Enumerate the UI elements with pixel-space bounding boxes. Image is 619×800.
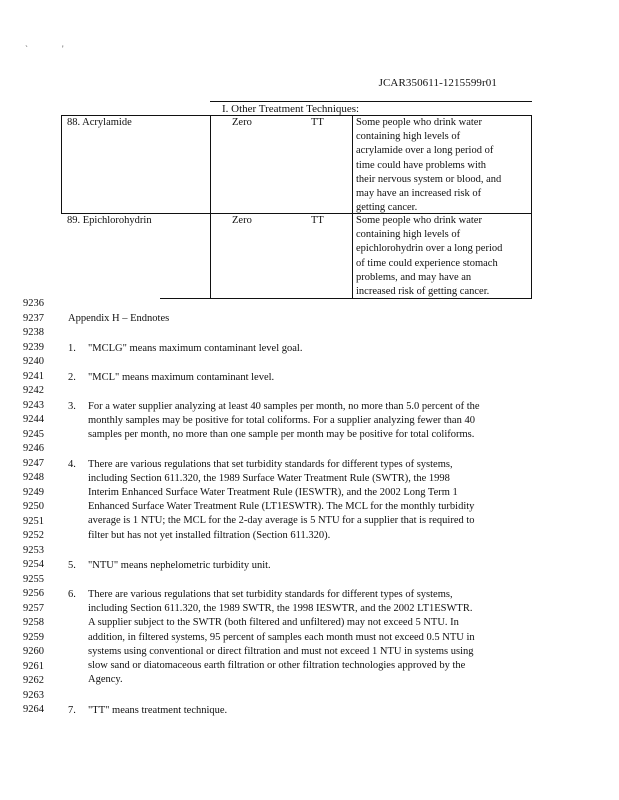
table-rule: [61, 115, 62, 213]
line-number: 9239: [23, 341, 44, 353]
endnote-line: "TT" means treatment technique.: [88, 705, 228, 716]
endnote-text: [88, 371, 274, 385]
endnote-line: "NTU" means nephelometric turbidity unit.: [88, 560, 271, 571]
line-number: 9254: [23, 559, 44, 570]
line-number: 9236: [23, 298, 44, 309]
mcl-cell: TT: [311, 117, 324, 128]
endnote-text: [88, 400, 480, 443]
endnote-line: including Section 611.320, the 1989 Surface Water Treatment Rule (SWTR), the 1998: [88, 472, 450, 484]
endnote-text: [88, 704, 227, 718]
line-number: 9264: [23, 704, 44, 715]
endnote-line: Agency.: [88, 674, 123, 686]
table-rule: [352, 115, 353, 298]
line-number: 9247: [23, 457, 44, 469]
effects-line: acrylamide over a long period of: [356, 145, 494, 157]
line-number: 9241: [23, 370, 44, 382]
endnote-line: samples per month, no more than one sample per month may be positive for total coliforms.: [88, 428, 475, 440]
effects-line: containing high levels of: [356, 131, 461, 143]
effects-line: problems, and may have an: [356, 271, 472, 283]
endnote-number: 1.: [68, 342, 76, 354]
endnote-text: [88, 559, 271, 573]
effects-line: Some people who drink water: [356, 117, 482, 128]
mclg-cell: Zero: [232, 215, 252, 226]
endnote-line: Interim Enhanced Surface Water Treatment Rule (IESWTR), and the 2002 Long Term 1: [88, 486, 458, 498]
appendix-heading: Appendix H – Endnotes: [68, 312, 170, 324]
line-number: 9251: [23, 515, 44, 527]
line-number: 9253: [23, 544, 44, 556]
line-number: 9245: [23, 428, 44, 440]
contaminant-cell: 89. Epichlorohydrin: [67, 215, 152, 226]
page-mark: `: [25, 44, 28, 54]
line-number: 9263: [23, 689, 44, 701]
line-number: 9249: [23, 486, 44, 498]
effects-line: Some people who drink water: [356, 215, 482, 226]
document-id: JCAR350611-1215599r01: [378, 77, 497, 89]
line-number: 9260: [23, 646, 44, 657]
line-number: 9252: [23, 530, 44, 541]
line-number: 9242: [23, 385, 44, 396]
line-number: 9262: [23, 675, 44, 686]
line-number: 9261: [23, 660, 44, 672]
table-rule: [210, 115, 211, 298]
line-number: 9243: [23, 399, 44, 411]
endnote-number: 3.: [68, 400, 76, 412]
endnote-line: filter but has not yet installed filtration (Section 611.320).: [88, 529, 331, 541]
line-number: 9246: [23, 443, 44, 454]
endnote-line: "MCL" means maximum contaminant level.: [88, 371, 275, 383]
line-number: 9257: [23, 602, 44, 614]
line-number: 9255: [23, 573, 44, 585]
mclg-cell: Zero: [232, 117, 252, 128]
endnote-line: addition, in filtered systems, 95 percent of samples each month must not exceed 0.5 NTU in: [88, 631, 475, 643]
line-number: 9248: [23, 472, 44, 483]
endnote-line: monthly samples may be positive for total coliforms. For a supplier analyzing fewer than 40: [88, 414, 475, 426]
mcl-cell: TT: [311, 215, 324, 226]
endnote-line: A supplier subject to the SWTR (both filtered and unfiltered) may not exceed 5 NTU. In: [88, 617, 459, 629]
endnote-text: [88, 458, 475, 543]
table-rule: [210, 101, 532, 102]
line-number: 9256: [23, 588, 44, 599]
effects-line: getting cancer.: [356, 202, 418, 214]
effects-line: of time could experience stomach: [356, 257, 498, 269]
line-number: 9259: [23, 631, 44, 643]
endnote-line: including Section 611.320, the 1989 SWTR, the 1998 IESWTR, and the 2002 LT1ESWTR.: [88, 603, 473, 615]
endnote-line: There are various regulations that set turbidity standards for different types of systems,: [88, 458, 453, 470]
health-effects-cell: [356, 214, 532, 299]
endnote-number: 7.: [68, 705, 76, 716]
page-mark: ': [62, 44, 64, 54]
effects-line: their nervous system or blood, and: [356, 173, 502, 185]
effects-line: may have an increased risk of: [356, 188, 482, 200]
line-number: 9238: [23, 327, 44, 338]
endnote-line: For a water supplier analyzing at least 40 samples per month, no more than 5.0 percent of the: [88, 400, 480, 412]
line-number: 9244: [23, 414, 44, 425]
health-effects-cell: [356, 116, 532, 215]
endnote-number: 5.: [68, 560, 76, 571]
effects-line: epichlorohydrin over a long period: [356, 243, 503, 255]
line-number: 9250: [23, 501, 44, 512]
endnote-line: average is 1 NTU; the MCL for the 2-day average is 5 NTU for a supplier that is required to: [88, 515, 475, 527]
endnote-line: There are various regulations that set turbidity standards for different types of systems,: [88, 589, 453, 600]
endnote-text: [88, 588, 475, 687]
endnote-number: 6.: [68, 589, 76, 600]
line-number: 9237: [23, 312, 44, 324]
line-number: 9258: [23, 617, 44, 628]
effects-line: time could have problems with: [356, 159, 487, 171]
contaminant-cell: 88. Acrylamide: [67, 117, 132, 128]
effects-line: increased risk of getting cancer.: [356, 286, 490, 298]
line-number: 9240: [23, 356, 44, 367]
endnote-number: 4.: [68, 458, 76, 470]
endnote-line: systems using conventional or direct filtration and must not exceed 1 NTU in systems using: [88, 645, 474, 657]
effects-line: containing high levels of: [356, 229, 461, 241]
endnote-line: Enhanced Surface Water Treatment Rule (LT1ESWTR). The MCL for the monthly turbidity: [88, 501, 475, 513]
endnote-line: slow sand or diatomaceous earth filtration or other filtration technologies approved by the: [88, 660, 466, 672]
endnote-text: [88, 342, 302, 356]
table-title: I. Other Treatment Techniques:: [222, 103, 360, 115]
endnote-line: "MCLG" means maximum contaminant level goal.: [88, 342, 303, 354]
endnote-number: 2.: [68, 371, 76, 383]
